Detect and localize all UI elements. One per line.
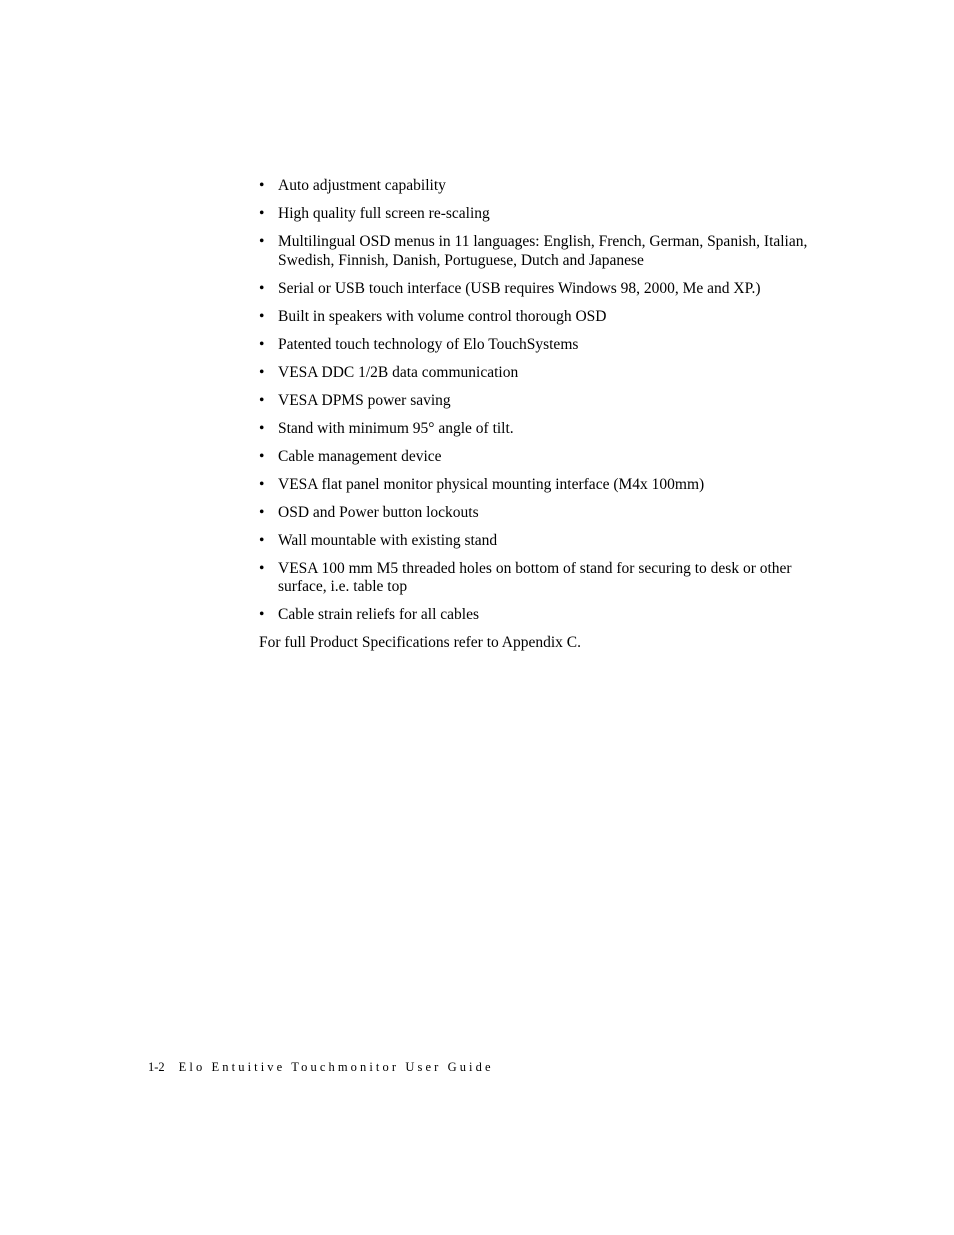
feature-text: VESA flat panel monitor physical mounting interface (M4x 100mm): [278, 475, 705, 493]
feature-item: [259, 336, 819, 355]
feature-text: High quality full screen re-scaling: [278, 205, 490, 222]
feature-text: VESA DDC 1/2B data communication: [278, 363, 519, 381]
feature-item: [259, 364, 819, 383]
feature-item: [259, 448, 819, 467]
bullet-icon: •: [259, 559, 265, 577]
feature-item: [259, 233, 819, 270]
bullet-icon: •: [259, 503, 265, 521]
bullet-icon: •: [259, 363, 265, 381]
bullet-icon: •: [259, 606, 265, 623]
bullet-icon: •: [259, 475, 265, 493]
page-content: [259, 177, 819, 653]
feature-item: [259, 308, 819, 327]
feature-text: Cable management device: [278, 447, 442, 465]
bullet-icon: •: [259, 233, 265, 250]
feature-item: [259, 476, 819, 495]
bullet-icon: •: [259, 205, 265, 222]
bullet-icon: •: [259, 419, 265, 437]
feature-text: Auto adjustment capability: [278, 177, 446, 194]
bullet-icon: •: [259, 335, 265, 353]
feature-item: [259, 392, 819, 411]
bullet-icon: •: [259, 279, 265, 297]
bullet-icon: •: [259, 531, 265, 549]
closing-paragraph: For full Product Specifications refer to Appendix C.: [259, 634, 581, 651]
bullet-icon: •: [259, 177, 265, 194]
bullet-icon: •: [259, 391, 265, 409]
feature-item: [259, 560, 819, 597]
feature-item: [259, 504, 819, 523]
feature-list: [259, 177, 819, 625]
feature-text: Built in speakers with volume control thorough OSD: [278, 307, 607, 325]
page-footer: [148, 1060, 494, 1075]
feature-text: VESA 100 mm M5 threaded holes on bottom of stand for securing to desk or other surface, i.e. table top: [278, 559, 792, 595]
feature-text: Multilingual OSD menus in 11 languages: English, French, German, Spanish, Italian, Swedish, Finnish, Danish, Portuguese, Dutch and Japanese: [278, 233, 808, 269]
feature-item: [259, 205, 819, 224]
bullet-icon: •: [259, 307, 265, 325]
feature-item: [259, 177, 819, 196]
page-number: 1-2: [148, 1060, 165, 1074]
feature-text: Serial or USB touch interface (USB requires Windows 98, 2000, Me and XP.): [278, 279, 761, 297]
feature-text: Stand with minimum 95° angle of tilt.: [278, 419, 514, 437]
feature-text: Cable strain reliefs for all cables: [278, 606, 479, 623]
feature-item: [259, 420, 819, 439]
bullet-icon: •: [259, 447, 265, 465]
feature-text: VESA DPMS power saving: [278, 391, 451, 409]
feature-text: Patented touch technology of Elo TouchSystems: [278, 335, 579, 353]
feature-text: OSD and Power button lockouts: [278, 503, 479, 521]
feature-item: [259, 280, 819, 299]
guide-title: Elo Entuitive Touchmonitor User Guide: [178, 1060, 494, 1074]
feature-item: [259, 532, 819, 551]
feature-text: Wall mountable with existing stand: [278, 531, 498, 549]
feature-item: [259, 606, 819, 625]
